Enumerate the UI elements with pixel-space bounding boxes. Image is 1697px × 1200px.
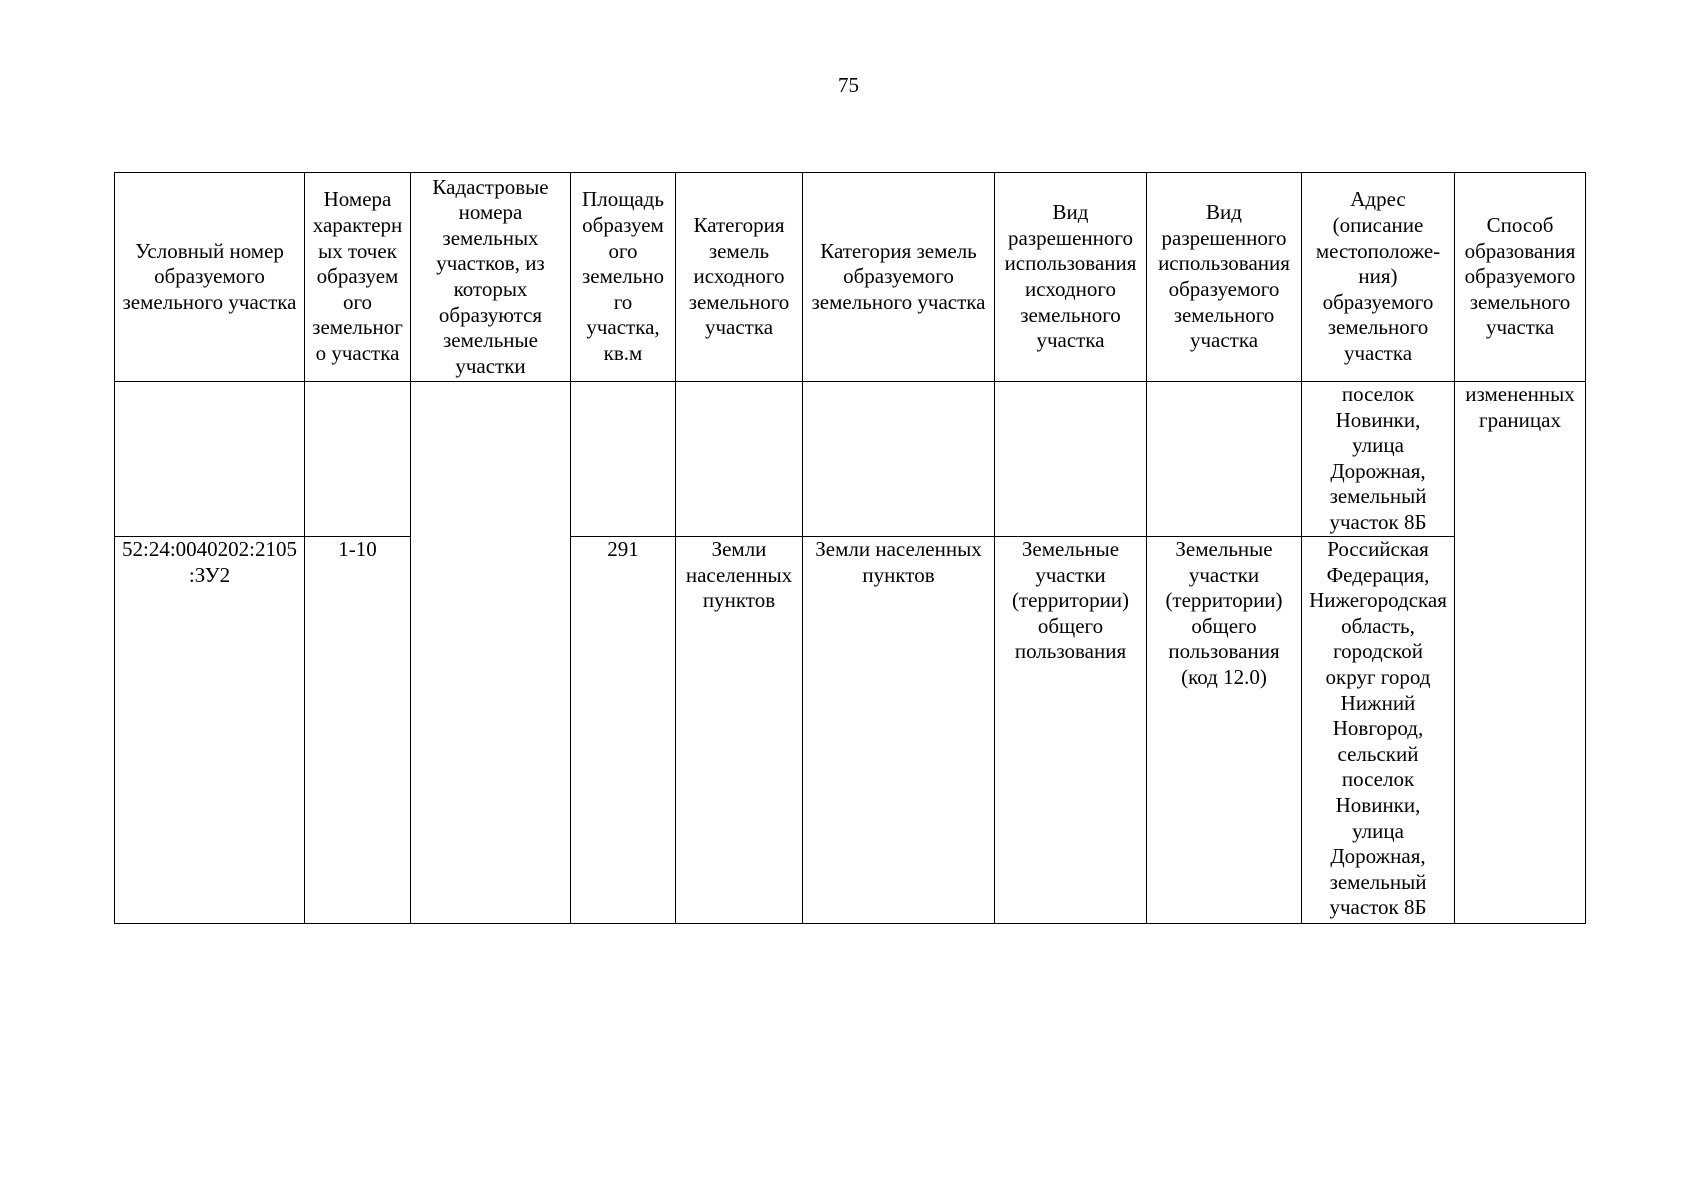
header-new-category: Категория земель образуемого земельного участка (803, 173, 995, 382)
cell-area: 291 (571, 537, 676, 924)
header-plot-number: Условный номер образуемого земельного участка (115, 173, 305, 382)
header-source-category: Категория земель исходного земельного участка (676, 173, 803, 382)
cell-new-use: Земельные участки (территории) общего пользования (код 12.0) (1147, 537, 1302, 924)
header-address: Адрес (описание местоположе- ния) образуемого земельного участка (1302, 173, 1455, 382)
cell-points: 1-10 (305, 537, 411, 924)
cell-empty (115, 382, 305, 537)
table-row-continued (115, 382, 1586, 537)
cell-empty (995, 382, 1147, 537)
cell-source-category: Земли населенных пунктов (676, 537, 803, 924)
header-new-use: Вид разрешенного использования образуемого земельного участка (1147, 173, 1302, 382)
cell-cadastral-numbers (411, 537, 571, 924)
cell-empty (571, 382, 676, 537)
table-header-row (115, 173, 1586, 382)
cell-method (1455, 537, 1586, 924)
cell-source-use: Земельные участки (территории) общего пользования (995, 537, 1147, 924)
land-plots-table (114, 172, 1586, 924)
cell-method-continued: измененных границах (1455, 382, 1586, 537)
cell-empty (305, 382, 411, 537)
cell-address-continued: поселок Новинки, улица Дорожная, земельный участок 8Б (1302, 382, 1455, 537)
header-area: Площадь образуем ого земельно го участка, кв.м (571, 173, 676, 382)
cell-empty (1147, 382, 1302, 537)
table-row (115, 537, 1586, 924)
cell-empty (676, 382, 803, 537)
header-method: Способ образования образуемого земельного участка (1455, 173, 1586, 382)
cell-empty (803, 382, 995, 537)
cell-address: Российская Федерация, Нижегородская область, городской округ город Нижний Новгород, сельский поселок Новинки, улица Дорожная, земельный участок 8Б (1302, 537, 1455, 924)
header-points: Номера характерн ых точек образуем ого земельног о участка (305, 173, 411, 382)
header-cadastral-numbers: Кадастровые номера земельных участков, из которых образуются земельные участки (411, 173, 571, 382)
cell-plot-number: 52:24:0040202:2105 :ЗУ2 (115, 537, 305, 924)
cell-cadastral-numbers (411, 382, 571, 537)
cell-new-category: Земли населенных пунктов (803, 537, 995, 924)
page-number: 75 (838, 73, 859, 97)
header-source-use: Вид разрешенного использования исходного земельного участка (995, 173, 1147, 382)
